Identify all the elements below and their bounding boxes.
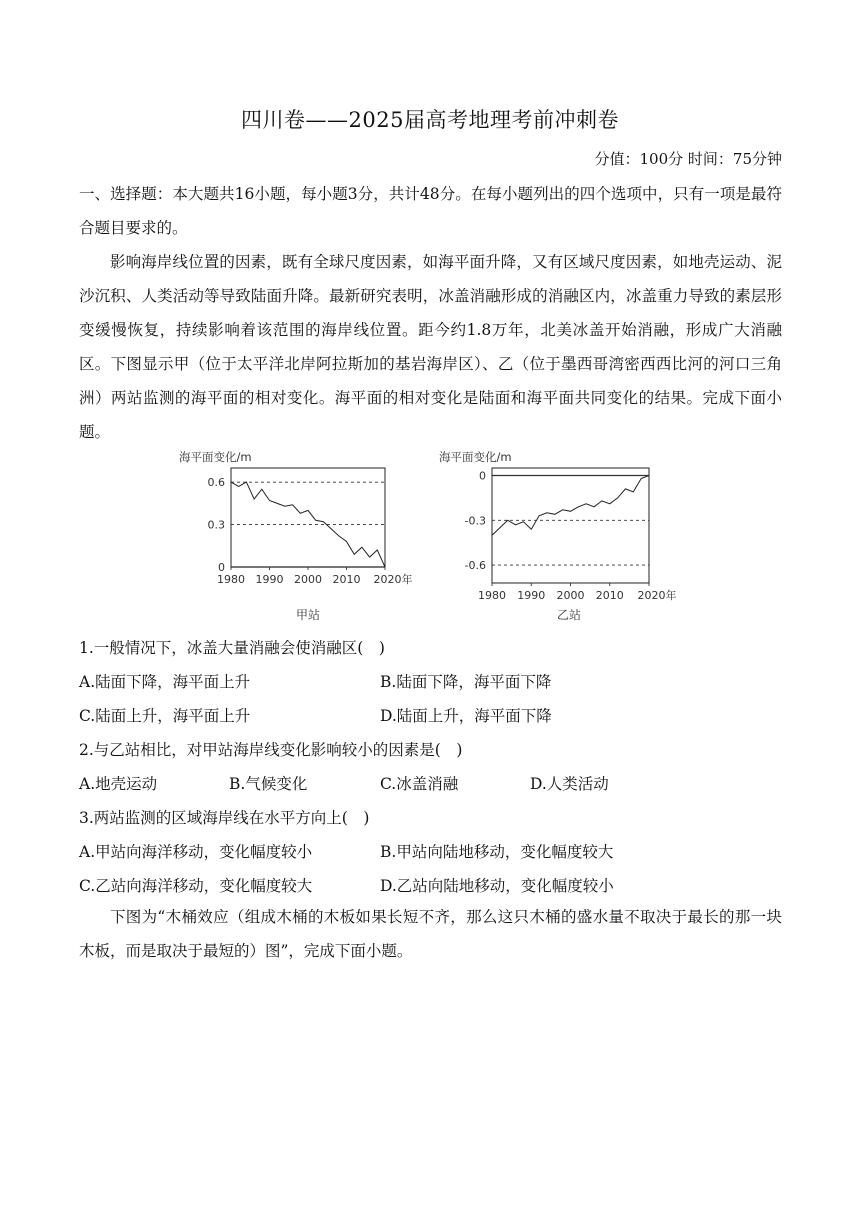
question-1-option-d: D.陆面上升，海平面下降 — [380, 707, 552, 725]
question-3-option-c: C.乙站向海洋移动，变化幅度较大 — [79, 877, 313, 895]
question-3-option-b: B.甲站向陆地移动，变化幅度较大 — [380, 843, 614, 861]
jia-ytick-label: 0.3 — [207, 518, 225, 532]
section-heading: 一、选择题：本大题共16小题，每小题3分，共计48分。在每小题列出的四个选项中，只有一项是最符合题目要求的。 — [79, 185, 782, 237]
chart-jia-series — [231, 482, 385, 567]
chart-yi-title: 乙站 — [556, 608, 582, 622]
jia-xtick-label: 2010 — [332, 573, 361, 586]
yi-xtick-label: 1990 — [517, 589, 546, 602]
jia-xtick-label: 2000 — [294, 573, 322, 586]
jia-xtick-label: 2020年 — [373, 573, 413, 586]
jia-xtick-label: 1980 — [217, 573, 245, 586]
yi-xtick-label: 1980 — [478, 589, 506, 602]
question-2-option-d: D.人类活动 — [530, 775, 609, 793]
question-1-option-a: A.陆面下降，海平面上升 — [79, 673, 251, 691]
question-3-option-d: D.乙站向陆地移动，变化幅度较小 — [380, 877, 614, 895]
question-1-option-b: B.陆面下降，海平面下降 — [380, 673, 552, 691]
chart-jia-title: 甲站 — [295, 608, 321, 622]
yi-xtick-label: 2020年 — [637, 589, 677, 602]
question-3-stem: 3.两站监测的区域海岸线在水平方向上( ) — [79, 809, 370, 827]
yi-ytick-label: 0 — [479, 469, 486, 483]
chart-yi-series — [492, 476, 649, 536]
yi-ytick-label: -0.6 — [464, 559, 486, 573]
question-1-stem: 1.一般情况下，冰盖大量消融会使消融区( ) — [79, 639, 385, 657]
question-2-stem: 2.与乙站相比，对甲站海岸线变化影响较小的因素是( ) — [79, 741, 463, 759]
question-3-option-a: A.甲站向海洋移动，变化幅度较小 — [79, 843, 313, 861]
jia-ytick-label: 0 — [218, 561, 225, 574]
passage-1: 影响海岸线位置的因素，既有全球尺度因素，如海平面升降，又有区域尺度因素，如地壳运动、泥沙沉积、人类活动等导致陆面升降。最新研究表明，冰盖消融形成的消融区内，冰盖重力导致的素层形变缓慢恢复，持续影响着该范围的海岸线位置。距今约1.8万年，北美冰盖开始消融，形成广大消融区。下图显示甲（位于太平洋北岸阿拉斯加的基岩海岸区）、乙（位于墨西哥湾密西西比河的河口三角洲）两站监测的海平面的相对变化。海平面的相对变化是陆面和海平面共同变化的结果。完成下面小题。 — [79, 253, 782, 441]
chart-yi — [436, 446, 686, 626]
jia-ytick-label: 0.6 — [207, 476, 225, 490]
question-1-option-c: C.陆面上升，海平面上升 — [79, 707, 251, 725]
score-time-info: 分值：100分 时间：75分钟 — [594, 150, 782, 168]
chart-yi-frame — [492, 468, 649, 583]
chart-jia — [176, 446, 422, 626]
question-2-option-b: B.气候变化 — [229, 775, 308, 793]
chart-jia-frame — [231, 468, 385, 567]
chart-yi-ylabel: 海平面变化/m — [439, 450, 512, 464]
yi-xtick-label: 2000 — [556, 589, 585, 602]
question-2-option-c: C.冰盖消融 — [380, 775, 459, 793]
passage-2: 下图为“木桶效应（组成木桶的木板如果长短不齐，那么这只木桶的盛水量不取决于最长的那一块木板，而是取决于最短的）图”，完成下面小题。 — [79, 908, 782, 960]
question-2-option-a: A.地壳运动 — [79, 775, 158, 793]
chart-jia-ylabel: 海平面变化/m — [179, 450, 252, 464]
yi-xtick-label: 2010 — [595, 589, 624, 602]
jia-xtick-label: 1990 — [255, 573, 284, 586]
yi-ytick-label: -0.3 — [464, 514, 486, 528]
page-title: 四川卷——2025届高考地理考前冲刺卷 — [241, 108, 619, 132]
